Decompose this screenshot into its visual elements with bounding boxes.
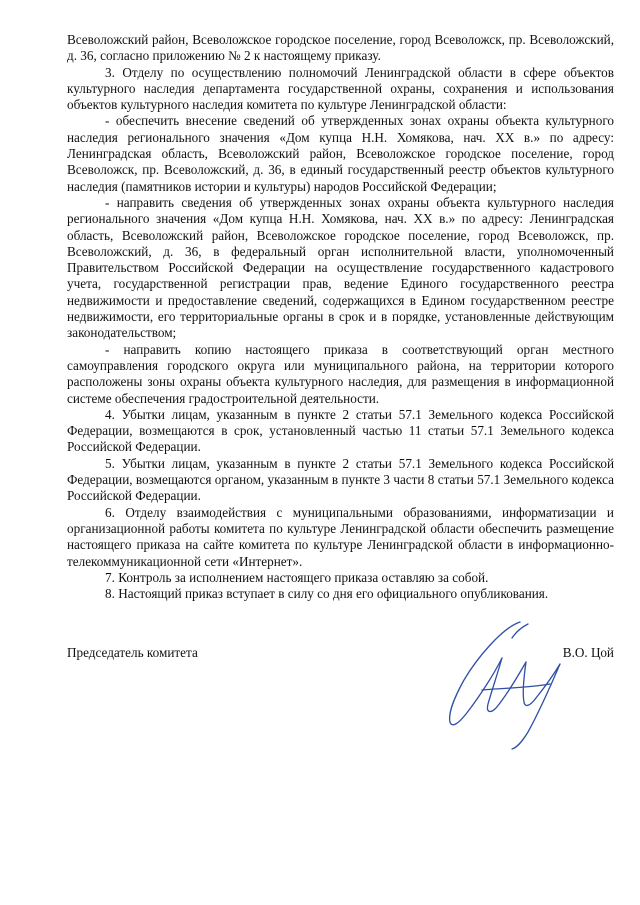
signatory-name: В.О. Цой: [562, 645, 614, 660]
signatory-position: Председатель комитета: [67, 645, 198, 660]
paragraph-item-7: 7. Контроль за исполнением настоящего приказа оставляю за собой.: [105, 569, 489, 585]
paragraph-item-3-cadastre: - направить сведения об утвержденных зонах охраны объекта культурного наследия регионального значения «Дом купца Н.Н. Хомякова, нач. XX в.» по адресу: Ленинградская область, Всеволожский район, Всеволожское городское поселение, город Всеволожск, пр. Всеволожский, д. 36, в федеральный орган исполнительной власти, уполномоченный Правительством Российской Федерации на осуществление государственного кадастрового учета, государственной регистрации прав, ведение Единого государственного реестра недвижимости и предоставление сведений, содержащихся в Едином государственном реестре недвижимости, его территориальные органы в срок и в порядке, установленные действующим законодательством;: [67, 194, 614, 341]
paragraph-address-continuation: Всеволожский район, Всеволожское городское поселение, город Всеволожск, пр. Всеволожский, д. 36, согласно приложению № 2 к настоящему приказу.: [67, 32, 614, 64]
document-body: [67, 32, 614, 602]
paragraph-item-4: 4. Убытки лицам, указанным в пункте 2 статьи 57.1 Земельного кодекса Российской Федерации, возмещаются в срок, установленный частью 11 статьи 57.1 Земельного кодекса Российской Федерации.: [67, 406, 614, 455]
handwritten-signature: [442, 618, 572, 753]
signature-block: [67, 640, 614, 760]
paragraph-item-8: 8. Настоящий приказ вступает в силу со дня его официального опубликования.: [105, 586, 549, 602]
paragraph-item-3: 3. Отделу по осуществлению полномочий Ленинградской области в сфере объектов культурного наследия департамента государственной охраны, сохранения и использования объектов культурного наследия комитета по культуре Ленинградской области:: [67, 64, 614, 113]
paragraph-item-3-copy: - направить копию настоящего приказа в соответствующий орган местного самоуправления городского округа или муниципального района, на территории которого расположены зоны охраны объекта культурного наследия, для размещения в информационной системе обеспечения градостроительной деятельности.: [67, 341, 614, 406]
paragraph-item-5: 5. Убытки лицам, указанным в пункте 2 статьи 57.1 Земельного кодекса Российской Федерации, возмещаются органом, указанным в пункте 3 части 8 статьи 57.1 Земельного кодекса Российской Федерации.: [67, 455, 614, 504]
paragraph-item-3-register: - обеспечить внесение сведений об утвержденных зонах охраны объекта культурного наследия регионального значения «Дом купца Н.Н. Хомякова, нач. XX в.» по адресу: Ленинградская область, Всеволожский район, Всеволожское городское поселение, город Всеволожск, пр. Всеволожский, д. 36, в единый государственный реестр объектов культурного наследия (памятников истории и культуры) народов Российской Федерации;: [67, 113, 614, 194]
paragraph-item-6: 6. Отделу взаимодействия с муниципальными образованиями, информатизации и организационной работы комитета по культуре Ленинградской области обеспечить размещение настоящего приказа на сайте комитета по культуре Ленинградской области в информационно-телекоммуникационной сети «Интернет».: [67, 504, 614, 569]
